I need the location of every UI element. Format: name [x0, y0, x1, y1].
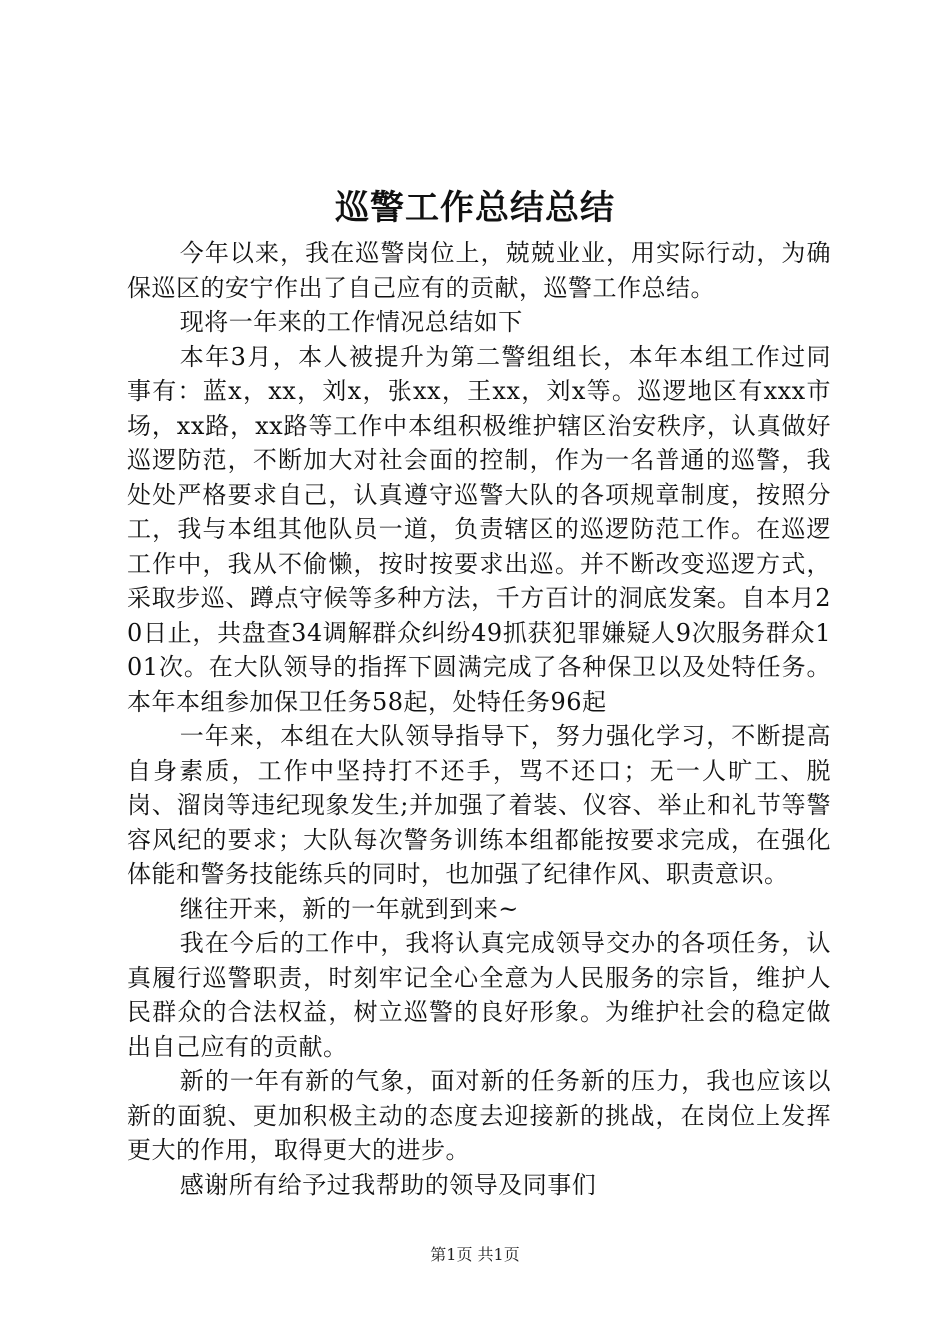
page-footer: 第1页 共1页	[430, 1245, 520, 1264]
paragraph-new-year: 新的一年有新的气象，面对新的任务新的压力，我也应该以新的面貌、更加积极主动的态度去迎接新的挑战，在岗位上发挥更大的作用，取得更大的进步。	[127, 1067, 831, 1164]
paragraph-transition: 继往开来，新的一年就到到来~	[179, 894, 519, 923]
paragraph-summary-lead: 现将一年来的工作情况总结如下	[179, 308, 523, 336]
document-body	[127, 236, 831, 1202]
document-title: 巡警工作总结总结	[335, 188, 615, 228]
paragraph-intro: 今年以来，我在巡警岗位上，兢兢业业，用实际行动，为确保巡区的安宁作出了自己应有的贡献，巡警工作总结。	[127, 239, 831, 302]
paragraph-future-work: 我在今后的工作中，我将认真完成领导交办的各项任务，认真履行巡警职责，时刻牢记全心全意为人民服务的宗旨，维护人民群众的合法权益，树立巡警的良好形象。为维护社会的稳定做出自己应有的贡献。	[127, 929, 831, 1061]
paragraph-team-work: 本年3月，本人被提升为第二警组组长，本年本组工作过同事有：蓝x，xx，刘x，张xx，王xx，刘x等。巡逻地区有xxx市场，xx路，xx路等工作中本组积极维护辖区治安秩序，认真做好巡逻防范，不断加大对社会面的控制，作为一名普通的巡警，我处处严格要求自己，认真遵守巡警大队的各项规章制度，按照分工，我与本组其他队员一道，负责辖区的巡逻防范工作。在巡逻工作中，我从不偷懒，按时按要求出巡。并不断改变巡逻方式，采取步巡、蹲点守候等多种方法，千方百计的洞底发案。自本月20日止，共盘查34调解群众纠纷49抓获犯罪嫌疑人9次服务群众101次。在大队领导的指挥下圆满完成了各种保卫以及处特任务。本年本组参加保卫任务58起，处特任务96起	[127, 342, 831, 716]
paragraph-thanks: 感谢所有给予过我帮助的领导及同事们	[179, 1170, 597, 1199]
paragraph-training: 一年来，本组在大队领导指导下，努力强化学习，不断提高自身素质，工作中坚持打不还手，骂不还口；无一人旷工、脱岗、溜岗等违纪现象发生;并加强了着装、仪容、举止和礼节等警容风纪的要求；大队每次警务训练本组都能按要求完成，在强化体能和警务技能练兵的同时，也加强了纪律作风、职责意识。	[127, 722, 831, 888]
